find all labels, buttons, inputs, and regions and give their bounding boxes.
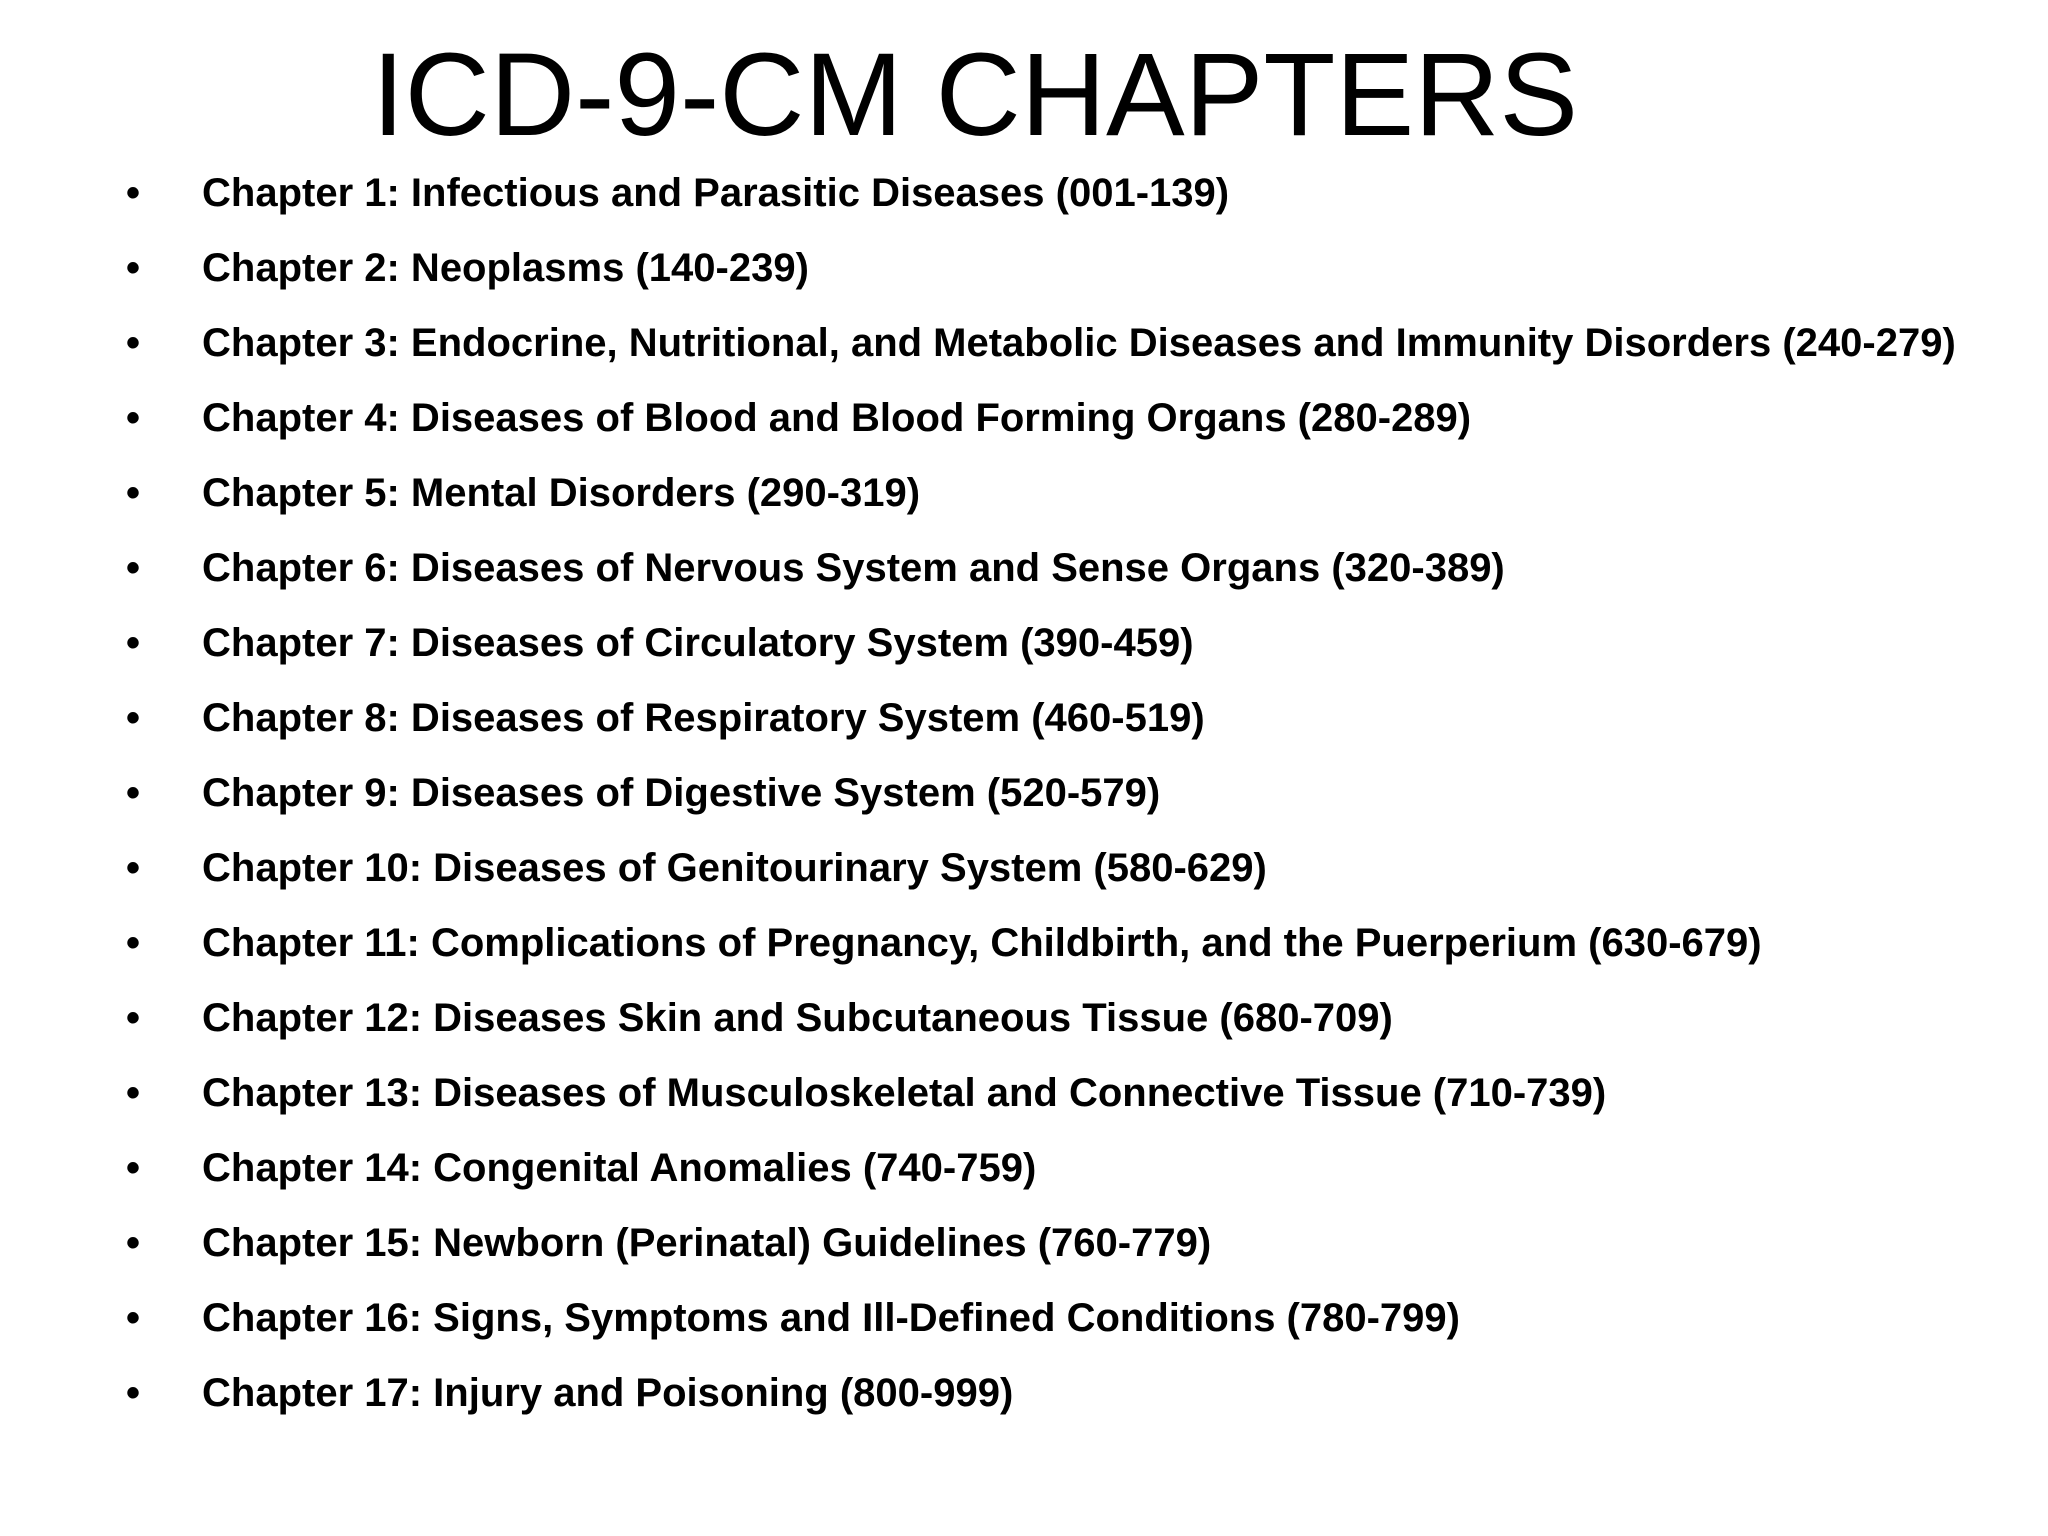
list-item: [120, 763, 2000, 823]
list-item: [120, 463, 2000, 523]
chapter-text: Chapter 10: Diseases of Genitourinary System (580-629): [202, 846, 1267, 890]
list-item: [120, 388, 2000, 448]
bullet-icon: •: [126, 396, 141, 440]
list-item: [120, 538, 2000, 598]
bullet-icon: •: [126, 621, 141, 665]
list-item: [120, 313, 2000, 373]
bullet-icon: •: [126, 171, 141, 215]
list-item: [120, 1063, 2000, 1123]
bullet-icon: •: [126, 321, 141, 365]
chapter-list: [120, 163, 2000, 1438]
chapter-text: Chapter 15: Newborn (Perinatal) Guidelines (760-779): [202, 1221, 1212, 1265]
chapter-text: Chapter 14: Congenital Anomalies (740-759): [202, 1146, 1037, 1190]
bullet-icon: •: [126, 246, 141, 290]
chapter-text: Chapter 5: Mental Disorders (290-319): [202, 471, 921, 515]
bullet-icon: •: [126, 846, 141, 890]
bullet-icon: •: [126, 546, 141, 590]
bullet-icon: •: [126, 696, 141, 740]
list-item: [120, 238, 2000, 298]
list-item: [120, 838, 2000, 898]
chapter-text: Chapter 1: Infectious and Parasitic Diseases (001-139): [202, 171, 1230, 215]
chapter-text: Chapter 13: Diseases of Musculoskeletal and Connective Tissue (710-739): [202, 1071, 1607, 1115]
chapter-text: Chapter 6: Diseases of Nervous System and Sense Organs (320-389): [202, 546, 1505, 590]
list-item: [120, 913, 2000, 973]
chapter-text: Chapter 2: Neoplasms (140-239): [202, 246, 809, 290]
chapter-text: Chapter 4: Diseases of Blood and Blood Forming Organs (280-289): [202, 396, 1472, 440]
bullet-icon: •: [126, 1296, 141, 1340]
bullet-icon: •: [126, 1146, 141, 1190]
bullet-icon: •: [126, 921, 141, 965]
list-item: [120, 688, 2000, 748]
bullet-icon: •: [126, 1071, 141, 1115]
list-item: [120, 988, 2000, 1048]
chapter-text: Chapter 9: Diseases of Digestive System (520-579): [202, 771, 1161, 815]
bullet-icon: •: [126, 996, 141, 1040]
chapter-text: Chapter 17: Injury and Poisoning (800-999): [202, 1371, 1014, 1415]
list-item: [120, 1288, 2000, 1348]
bullet-icon: •: [126, 471, 141, 515]
chapter-text: Chapter 12: Diseases Skin and Subcutaneous Tissue (680-709): [202, 996, 1393, 1040]
list-item: [120, 1363, 2000, 1423]
chapter-text: Chapter 7: Diseases of Circulatory System (390-459): [202, 621, 1194, 665]
slide-title: ICD-9-CM CHAPTERS: [371, 29, 1579, 161]
list-item: [120, 163, 2000, 223]
list-item: [120, 613, 2000, 673]
chapter-text: Chapter 3: Endocrine, Nutritional, and Metabolic Diseases and Immunity Disorders (240-279): [202, 321, 1956, 365]
chapter-text: Chapter 8: Diseases of Respiratory System (460-519): [202, 696, 1205, 740]
bullet-icon: •: [126, 1371, 141, 1415]
list-item: [120, 1213, 2000, 1273]
chapter-text: Chapter 16: Signs, Symptoms and Ill-Defined Conditions (780-799): [202, 1296, 1460, 1340]
list-item: [120, 1138, 2000, 1198]
bullet-icon: •: [126, 771, 141, 815]
bullet-icon: •: [126, 1221, 141, 1265]
chapter-text: Chapter 11: Complications of Pregnancy, Childbirth, and the Puerperium (630-679): [202, 921, 1762, 965]
